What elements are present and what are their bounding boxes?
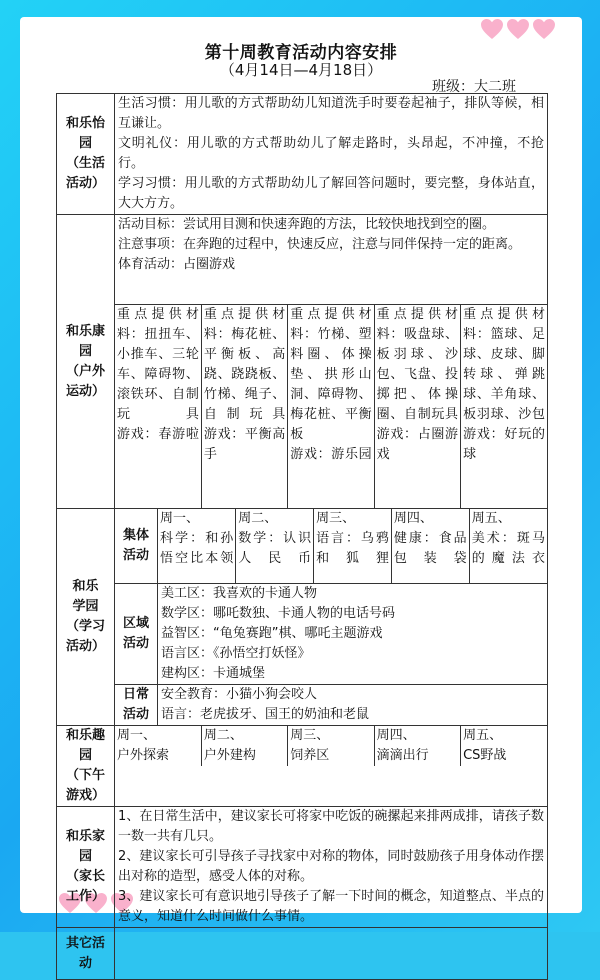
life-content <box>115 94 548 215</box>
row-family <box>57 807 548 928</box>
list-item: 建构区：卡通城堡 <box>161 666 266 681</box>
list-item: 语言：老虎拔牙、国王的奶油和老鼠 <box>161 707 370 722</box>
outdoor-columns <box>115 305 548 509</box>
row-other <box>57 928 548 980</box>
label-daily-activity: 日常 活动 <box>115 685 158 726</box>
list-item: 学习习惯：用儿歌的方式帮助幼儿了解回答问题时，要完整，身体站直，大大方方。 <box>118 176 545 211</box>
group-day-1: 周一、 科学：和孙悟空比本领 <box>158 509 236 583</box>
list-item: 安全教育：小猫小狗会咬人 <box>161 687 318 702</box>
outdoor-goal: 活动目标：尝试用目测和快速奔跑的方法，比较快地找到空的圈。 <box>118 217 496 232</box>
family-content <box>115 807 548 928</box>
list-item: 3、建议家长可有意识地引导孩子了解一下时间的概念，知道整点、半点的意义，知道什么时间做什么事情。 <box>118 889 545 924</box>
group-day-5: 周五、 美术：斑马的魔法衣 <box>471 511 546 566</box>
list-item: 益智区：“龟兔赛跑”棋、哪吒主题游戏 <box>161 626 383 641</box>
class-label: 班级：大二班 <box>432 79 516 95</box>
row-learning-daily <box>57 685 548 726</box>
outdoor-column-1: 重点提供材料：扭扭车、小推车、三轮车、障碍物、滚铁环、自制玩具 游戏：春游啦 <box>115 305 201 508</box>
heart-icon <box>532 18 556 40</box>
outdoor-intro <box>115 215 548 305</box>
list-item: 1、在日常生活中，建议家长可将家中吃饭的碗摞起来排两成排，请孩子数一数一共有几只。 <box>118 809 545 844</box>
games-day-4: 周四、 滴滴出行 <box>374 726 460 766</box>
row-learning-group <box>57 509 548 584</box>
label-family: 和乐家园 （家长工作） <box>57 807 115 928</box>
label-games: 和乐趣园 （下午游戏） <box>57 726 115 807</box>
outdoor-column-4: 重点提供材料：吸盘球、板羽球、沙包、飞盘、投掷把、体操圈、自制玩具 游戏：占圈游戏 <box>374 305 460 508</box>
label-learning: 和乐 学园 （学习 活动） <box>57 509 115 726</box>
list-item: 美工区：我喜欢的卡通人物 <box>161 586 318 601</box>
outdoor-sport: 体育活动：占圈游戏 <box>118 257 236 272</box>
outdoor-note: 注意事项：在奔跑的过程中，快速反应，注意与同伴保持一定的距离。 <box>118 237 522 252</box>
heart-decoration-top <box>480 18 556 40</box>
group-activity-days <box>158 509 548 584</box>
label-life: 和乐怡园 （生活活动） <box>57 94 115 215</box>
other-content <box>115 928 548 980</box>
group-day-4: 周四、 健康：食品包装袋 <box>391 509 469 583</box>
row-outdoor-materials <box>57 305 548 509</box>
daily-activity-list <box>158 685 548 726</box>
list-item: 数学区：哪吒数独、卡通人物的电话号码 <box>161 606 396 621</box>
row-games <box>57 726 548 807</box>
label-other: 其它活动 <box>57 928 115 980</box>
list-item: 语言区：《孙悟空打妖怪》 <box>161 646 311 661</box>
heart-icon <box>480 18 504 40</box>
games-day-3: 周三、 饲养区 <box>288 726 374 766</box>
label-outdoor: 和乐康园 （户外运动） <box>57 215 115 509</box>
group-day-3: 周三、 语言：乌鸦和狐狸 <box>314 509 392 583</box>
list-item: 生活习惯：用儿歌的方式帮助幼儿知道洗手时要卷起袖子，排队等候，相互谦让。 <box>118 96 545 131</box>
page-title: 第十周教育活动内容安排 <box>204 43 398 63</box>
games-day-5: 周五、 CS野战 <box>463 728 507 763</box>
row-outdoor <box>57 215 548 305</box>
date-range: （4月14日—4月18日） <box>219 61 383 79</box>
games-day-1: 周一、 户外探索 <box>115 726 201 766</box>
outdoor-column-5: 重点提供材料：篮球、足球、皮球、脚转球、弹跳球、羊角球、板羽球、沙包 游戏：好玩的球 <box>463 307 546 462</box>
label-area-activity: 区域 活动 <box>115 584 158 685</box>
row-learning-area <box>57 584 548 685</box>
label-group-activity: 集体 活动 <box>115 509 158 584</box>
list-item: 文明礼仪：用儿歌的方式帮助幼儿了解走路时，头昂起，不冲撞，不抢行。 <box>118 136 545 171</box>
games-days <box>115 726 548 807</box>
area-activity-list <box>158 584 548 685</box>
list-item: 2、建议家长可引导孩子寻找家中对称的物体，同时鼓励孩子用身体动作摆出对称的造型，感受人体的对称。 <box>118 849 545 884</box>
row-life <box>57 94 548 215</box>
group-day-2: 周二、 数学：认识人民币 <box>236 509 314 583</box>
heart-icon <box>506 18 530 40</box>
activity-plan-table <box>56 93 548 980</box>
outdoor-column-2: 重点提供材料：梅花桩、平衡板、高跷、跷跷板、竹梯、绳子、自制玩具 游戏：平衡高手 <box>201 305 287 508</box>
outdoor-column-3: 重点提供材料：竹梯、塑料圈、体操垫、拱形山洞、障碍物、梅花桩、平衡板 游戏：游乐园 <box>288 305 374 508</box>
games-day-2: 周二、 户外建构 <box>201 726 287 766</box>
